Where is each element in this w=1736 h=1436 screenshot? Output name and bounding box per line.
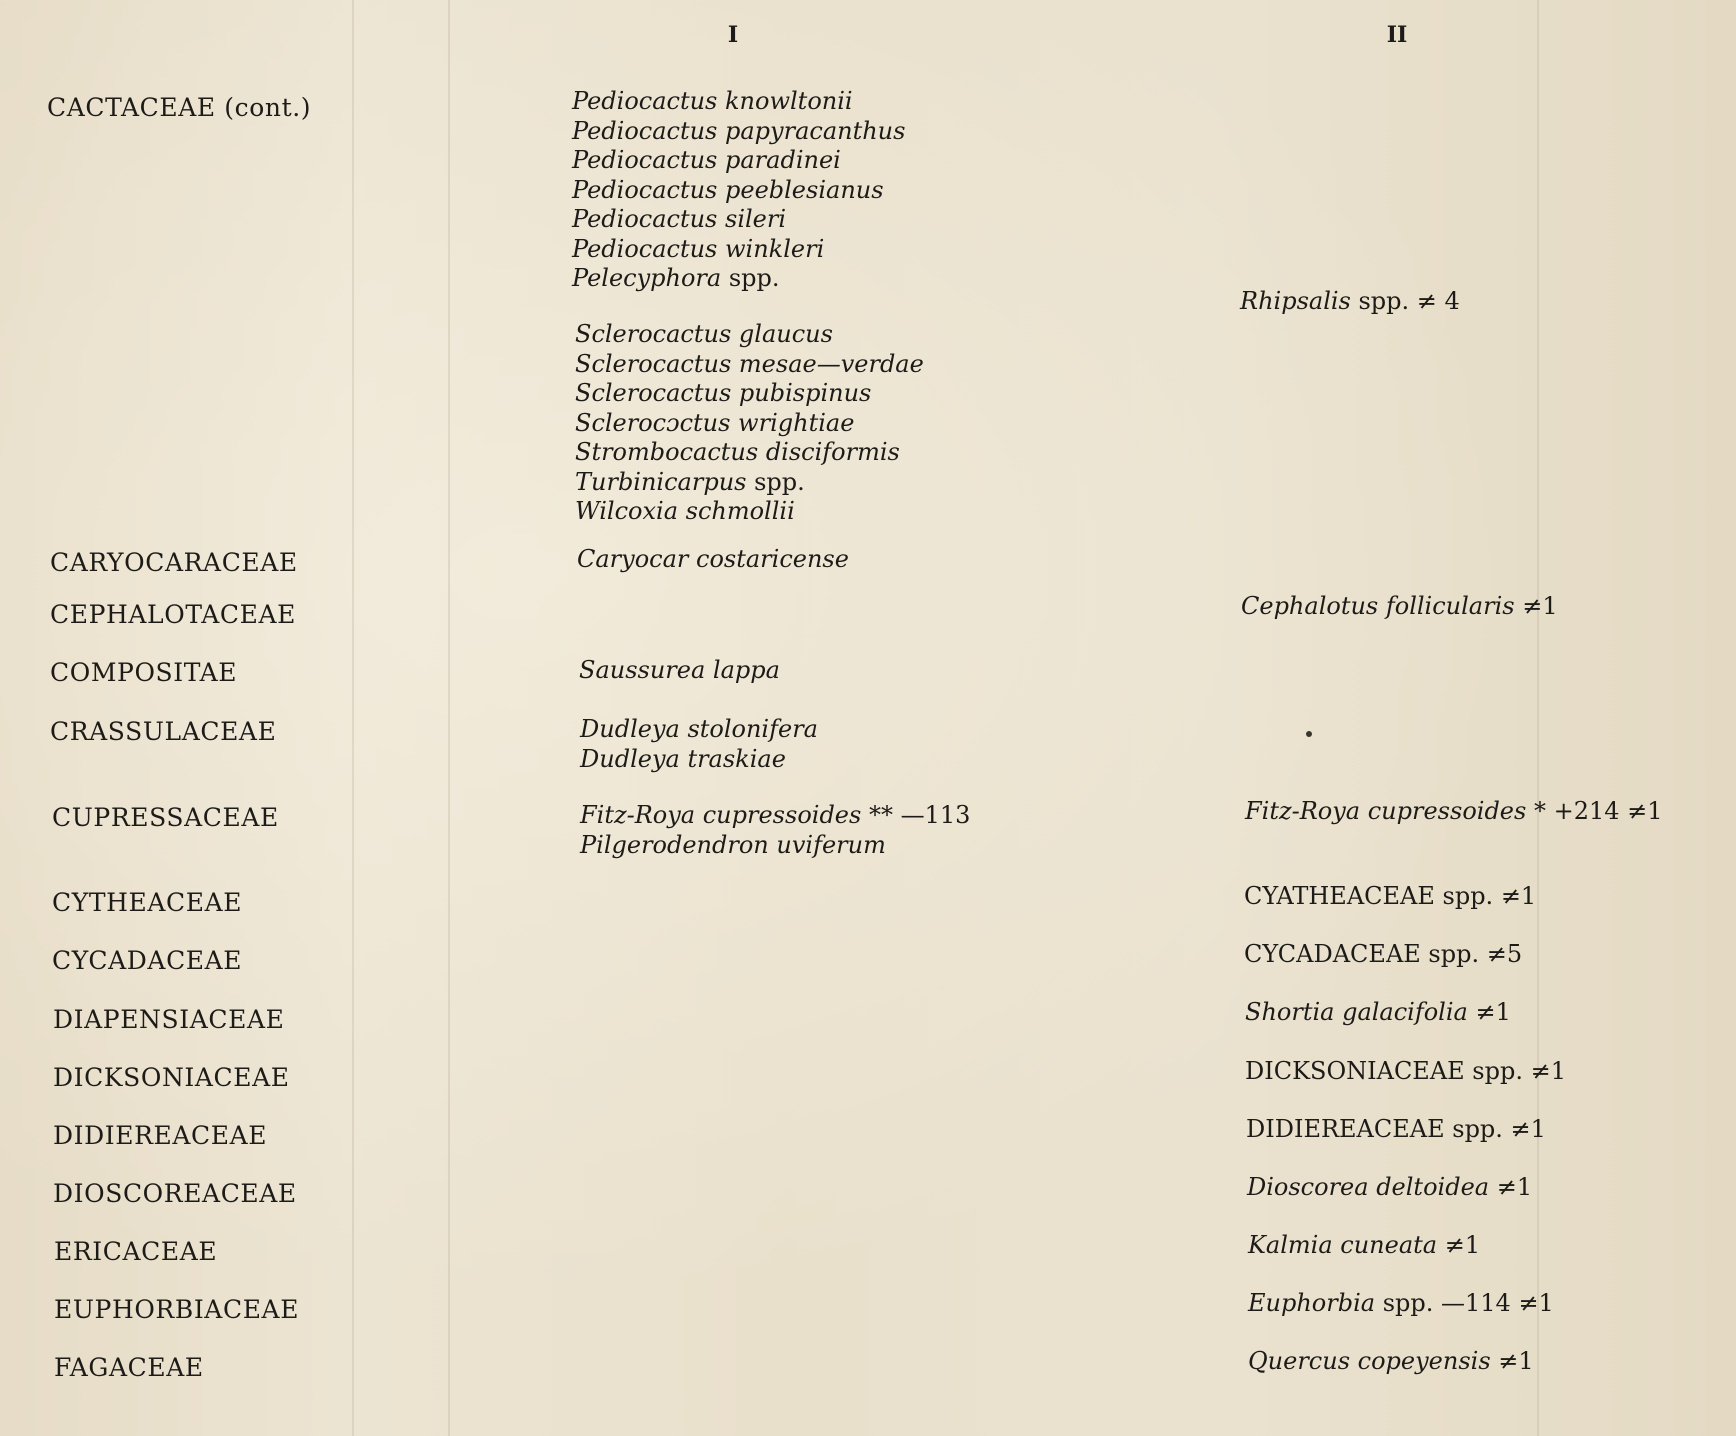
species-name: Pelecyphora [572,264,722,292]
species-entry [1245,797,1663,827]
species-entry [1240,287,1460,317]
species-entry [1241,592,1558,622]
species-entry [580,801,970,831]
species-name: Fitz-Roya cupressoides [580,801,862,829]
page-fold-line [448,0,450,1436]
family-name: FAGACEAE [54,1353,204,1382]
entry-annotation: spp. [721,264,780,292]
species-entry [580,745,818,775]
species-entry [575,438,924,468]
species-entry [580,715,818,745]
family-name: COMPOSITAE [50,658,238,687]
species-name: Shortia galacifolia [1245,998,1468,1026]
appendix-1-entries [579,656,780,686]
entry-annotation: * +214 ≠1 [1526,797,1663,825]
column-heading-appendix-2: II [1386,22,1408,48]
entry-annotation: ≠1 [1467,998,1511,1026]
species-name: Pediocactus sileri [572,205,787,233]
appendix-2-entries [1244,940,1522,970]
species-entry [579,656,780,686]
appendix-2-entries [1240,287,1460,317]
species-name: Kalmia cuneata [1248,1231,1438,1259]
species-name: Sclerocactus pubispinus [575,379,872,407]
species-entry [572,235,905,265]
species-name: Strombocactus disciformis [575,438,900,466]
family-name: DIAPENSIACEAE [53,1005,285,1034]
species-entry [1245,1057,1566,1087]
species-name: Saussurea lappa [579,656,780,684]
family-name: CRASSULACEAE [50,717,277,746]
species-entry [575,497,924,527]
appendix-2-entries [1246,1115,1546,1145]
family-name: DICKSONIACEAE [53,1063,290,1092]
species-entry [575,320,924,350]
entry-annotation: CYCADACEAE spp. ≠5 [1244,940,1523,968]
species-entry [572,205,905,235]
family-name: DIOSCOREACEAE [53,1179,297,1208]
family-name: CEPHALOTACEAE [50,600,296,629]
species-entry [1248,1289,1554,1319]
entry-annotation: ≠1 [1490,1347,1534,1375]
species-entry [1244,940,1522,970]
species-name: Euphorbia [1248,1289,1376,1317]
entry-annotation: CYATHEACEAE spp. ≠1 [1244,882,1537,910]
species-name: Cephalotus follicularis [1241,592,1515,620]
species-entry [572,176,905,206]
species-name: Pediocactus paradinei [572,146,841,174]
species-name: Sclerocactus mesae—verdae [575,349,924,378]
species-name: Dioscorea deltoidea [1247,1173,1490,1201]
species-entry [572,87,905,117]
species-name: Pediocactus knowltonii [572,87,853,115]
species-name: Wilcoxia schmollii [575,497,795,525]
entry-annotation: DICKSONIACEAE spp. ≠1 [1245,1057,1566,1085]
page-fold-line [1537,0,1539,1436]
entry-annotation: spp. [746,467,805,496]
appendix-2-entries [1244,882,1536,912]
species-entry [575,379,924,409]
species-entry [575,350,924,380]
species-entry [575,409,924,439]
appendix-1-entries [575,320,924,527]
family-name: ERICACEAE [54,1237,218,1266]
family-name: CACTACEAE (cont.) [47,93,312,122]
species-name: Sclerocactus glaucus [575,320,833,348]
family-name: CYCADACEAE [52,946,243,975]
family-name: CARYOCARACEAE [50,548,298,577]
species-name: Rhipsalis [1240,287,1351,315]
column-heading-appendix-1: I [727,22,739,48]
family-name: CYTHEACEAE [52,888,243,917]
species-name: Caryocar costaricense [577,545,849,573]
entry-annotation: ≠1 [1437,1231,1481,1259]
ink-dot [1306,731,1312,737]
species-entry [1247,1173,1532,1203]
species-name: Pediocactus peeblesianus [572,175,884,204]
species-name: Quercus copeyensis [1248,1347,1491,1375]
species-name: Dudleya stolonifera [580,715,818,743]
appendix-1-entries [572,87,905,294]
family-name: DIDIEREACEAE [53,1121,268,1150]
appendix-2-entries [1248,1289,1554,1319]
appendix-2-entries [1245,998,1511,1028]
species-name: Dudleya traskiae [580,744,786,773]
species-name: Turbinicarpus [575,467,747,496]
appendix-1-entries [580,801,970,860]
species-entry [577,545,849,575]
entry-annotation: DIDIEREACEAE spp. ≠1 [1246,1115,1546,1143]
entry-annotation: ≠1 [1489,1173,1533,1201]
entry-annotation: spp. ≠ 4 [1350,287,1460,315]
species-name: Fitz-Roya cupressoides [1245,797,1527,825]
appendix-2-entries [1245,1057,1566,1087]
species-entry [1245,998,1511,1028]
appendix-2-entries [1247,1173,1532,1203]
entry-annotation: spp. —114 ≠1 [1375,1289,1554,1317]
family-name: EUPHORBIACEAE [54,1295,300,1324]
species-name: Sclerocɔctus wrightiae [575,408,855,437]
appendix-2-entries [1248,1347,1534,1377]
species-entry [572,117,905,147]
page-fold-line [352,0,354,1436]
species-entry [1244,882,1536,912]
species-entry [580,831,970,861]
species-name: Pediocactus winkleri [572,234,825,263]
species-entry [1248,1347,1534,1377]
species-entry [575,468,924,498]
species-entry [572,146,905,176]
species-entry [1246,1115,1546,1145]
appendix-2-entries [1241,592,1558,622]
appendix-1-entries [580,715,818,774]
species-name: Pediocactus papyracanthus [572,116,906,145]
entry-annotation: ** —113 [861,801,971,829]
appendix-1-entries [577,545,849,575]
family-name: CUPRESSACEAE [52,803,279,832]
appendix-2-entries [1245,797,1663,827]
appendix-2-entries [1248,1231,1480,1261]
species-name: Pilgerodendron uviferum [580,830,886,859]
species-entry [1248,1231,1480,1261]
species-entry [572,264,905,294]
entry-annotation: ≠1 [1514,592,1558,620]
